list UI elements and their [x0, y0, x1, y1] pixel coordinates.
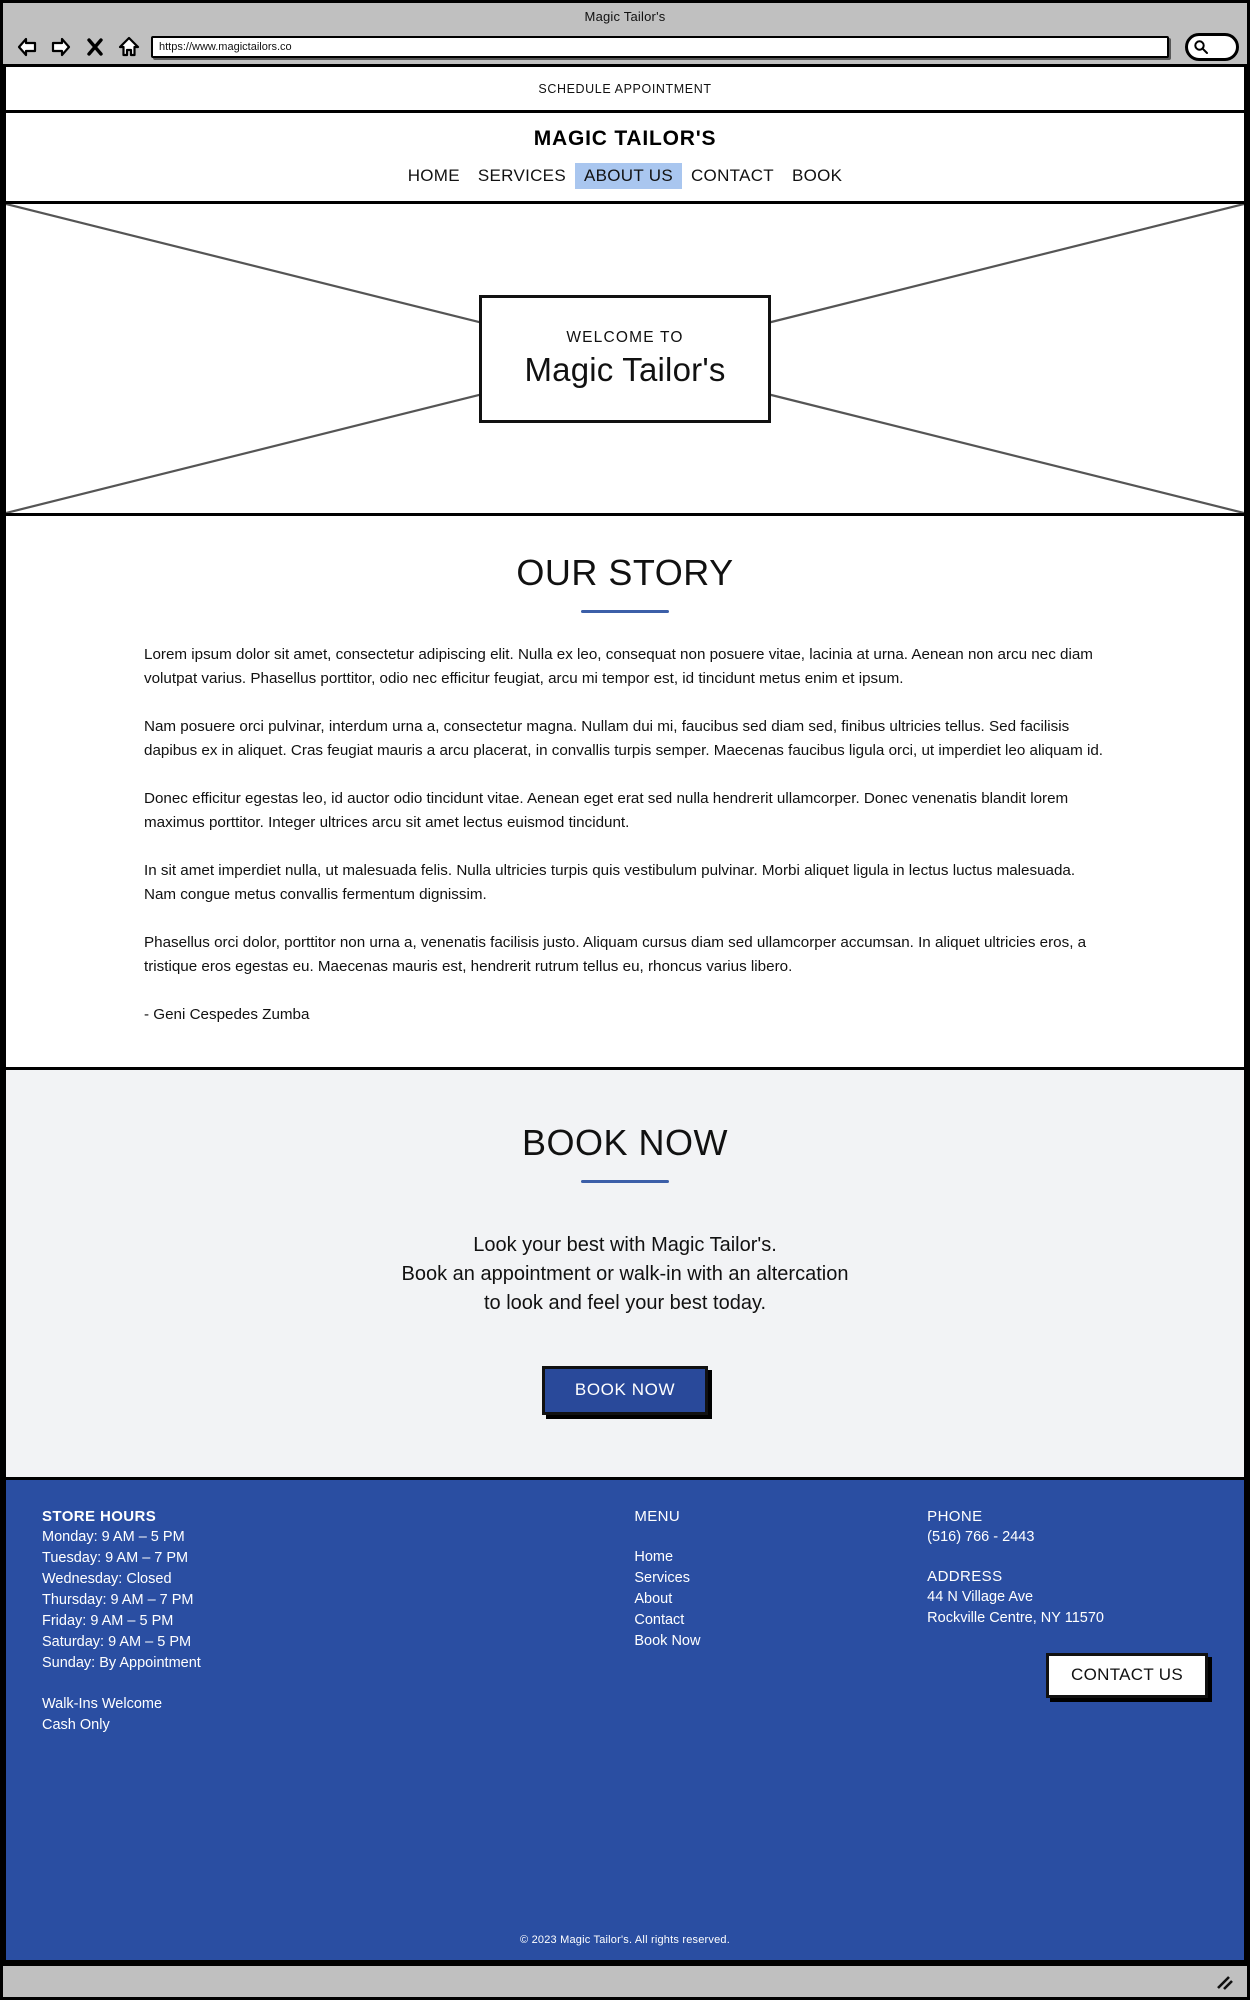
story-paragraph: In sit amet imperdiet nulla, ut malesuada felis. Nulla ultricies turpis quis vestibulum pulvinar. Morbi aliquet ligula in lectus luctus malesuada. Nam congue metus convallis fermentum dignissim. [144, 862, 1076, 903]
address-line-2: Rockville Centre, NY 11570 [927, 1610, 1104, 1626]
hero-card [479, 295, 771, 423]
browser-statusbar [3, 1963, 1247, 1997]
footer-link-home[interactable]: Home [634, 1549, 674, 1565]
book-now-button[interactable]: BOOK NOW [542, 1366, 708, 1415]
announcement-bar[interactable] [3, 67, 1247, 113]
url-text: https://www.magictailors.co [159, 40, 292, 53]
book-copy-line-2: Book an appointment or walk-in with an altercation [401, 1263, 849, 1285]
story-signature: - Geni Cespedes Zumba [144, 1006, 310, 1023]
heading-accent-rule [581, 610, 669, 613]
spacer [42, 1674, 578, 1694]
main-navigation [6, 163, 1244, 189]
site-header [3, 113, 1247, 204]
hero-eyebrow: WELCOME TO [566, 328, 684, 346]
search-icon [1193, 39, 1209, 55]
store-hours-row: Monday: 9 AM – 5 PM [42, 1529, 185, 1545]
footer-menu-heading: MENU [634, 1508, 681, 1525]
footer-note: Cash Only [42, 1717, 110, 1733]
book-copy-line-1: Look your best with Magic Tailor's. [473, 1234, 777, 1256]
nav-item-home[interactable]: HOME [407, 166, 460, 185]
spacer [634, 1527, 893, 1547]
our-story-body [144, 643, 1106, 1027]
resize-grip-icon[interactable] [1215, 1974, 1237, 1992]
book-now-section [3, 1070, 1247, 1480]
address-heading: ADDRESS [927, 1568, 1003, 1585]
story-paragraph: Nam posuere orci pulvinar, interdum urna a, consectetur magna. Nullam dui mi, faucibus sed diam sed, finibus ultricies tellus. Sed facilisis dapibus ex in aliquet. Cras feugiat mauris a arcu placerat, in convallis turpis semper. Maecenas faucibus ligula orci, ut imperdiet leo aliquam id. [144, 718, 1103, 759]
store-hours-row: Tuesday: 9 AM – 7 PM [42, 1550, 189, 1566]
our-story-heading: OUR STORY [516, 552, 734, 593]
footer-menu-list [634, 1547, 893, 1652]
footer-link-book-now[interactable]: Book Now [634, 1633, 701, 1649]
footer-note: Walk-Ins Welcome [42, 1696, 163, 1712]
store-hours-row: Thursday: 9 AM – 7 PM [42, 1592, 194, 1608]
footer-link-contact[interactable]: Contact [634, 1612, 685, 1628]
phone-number[interactable]: (516) 766 - 2443 [927, 1529, 1035, 1545]
store-hours-row: Sunday: By Appointment [42, 1655, 201, 1671]
hero-title: Magic Tailor's [524, 350, 726, 388]
address-line-1: 44 N Village Ave [927, 1589, 1034, 1605]
book-copy-line-3: to look and feel your best today. [483, 1292, 767, 1314]
book-now-heading: BOOK NOW [521, 1122, 728, 1163]
footer-link-services[interactable]: Services [634, 1570, 690, 1586]
store-hours-heading: STORE HOURS [42, 1508, 157, 1525]
footer-columns [6, 1508, 1244, 1920]
store-hours-row: Wednesday: Closed [42, 1571, 172, 1587]
footer-link-about[interactable]: About [634, 1591, 673, 1607]
footer-contact-column [893, 1508, 1208, 1920]
heading-accent-rule [581, 1180, 669, 1183]
nav-item-about-us[interactable]: ABOUT US [575, 163, 682, 189]
nav-item-contact[interactable]: CONTACT [690, 166, 774, 185]
page-viewport [3, 67, 1247, 1963]
footer-store-hours-column [42, 1508, 578, 1920]
brand-title: MAGIC TAILOR'S [533, 127, 717, 150]
story-paragraph: Phasellus orci dolor, porttitor non urna a, venenatis facilisis justo. Aliquam cursus diam sed ullamcorper accumsan. In aliquet ultricies eros, a tristique eros egestas eu. Maecenas mauris est, hendrerit rutrum tellus eu, rhoncus varius libero. [144, 934, 1087, 975]
nav-item-book[interactable]: BOOK [791, 166, 843, 185]
story-paragraph: Donec efficitur egestas leo, id auctor odio tincidunt vitae. Aenean eget erat sed nulla hendrerit ullamcorper. Donec venenatis blandit lorem maximus porttitor. Integer ultrices arcu sit amet lectus euismod tincidunt. [144, 790, 1069, 831]
home-icon[interactable] [117, 35, 141, 59]
url-bar[interactable] [151, 36, 1169, 58]
browser-titlebar [3, 3, 1247, 29]
browser-toolbar [3, 29, 1247, 67]
footer-menu-column [578, 1508, 893, 1920]
book-now-copy [6, 1231, 1244, 1318]
window-title: Magic Tailor's [584, 8, 666, 24]
phone-heading: PHONE [927, 1508, 983, 1525]
back-arrow-icon[interactable] [15, 35, 39, 59]
site-footer [3, 1480, 1247, 1963]
copyright-text: © 2023 Magic Tailor's. All rights reserved. [520, 1934, 730, 1946]
announcement-text: SCHEDULE APPOINTMENT [538, 81, 712, 96]
story-paragraph: Lorem ipsum dolor sit amet, consectetur adipiscing elit. Nulla ex leo, consequat non posuere vitae, lacinia at urna. Aenean non arcu nec diam volutpat varius. Phasellus porttitor, odio nec efficitur feugiat, arcu mi tempor est, id tincidunt metus enim et ipsum. [144, 646, 1093, 687]
close-x-icon[interactable] [83, 35, 107, 59]
hero-section [3, 204, 1247, 516]
forward-arrow-icon[interactable] [49, 35, 73, 59]
our-story-section [3, 516, 1247, 1070]
store-hours-row: Saturday: 9 AM – 5 PM [42, 1634, 192, 1650]
store-hours-row: Friday: 9 AM – 5 PM [42, 1613, 174, 1629]
contact-us-button[interactable]: CONTACT US [1046, 1653, 1208, 1698]
spacer [927, 1548, 1208, 1568]
nav-item-services[interactable]: SERVICES [477, 166, 566, 185]
search-button[interactable] [1185, 33, 1239, 61]
